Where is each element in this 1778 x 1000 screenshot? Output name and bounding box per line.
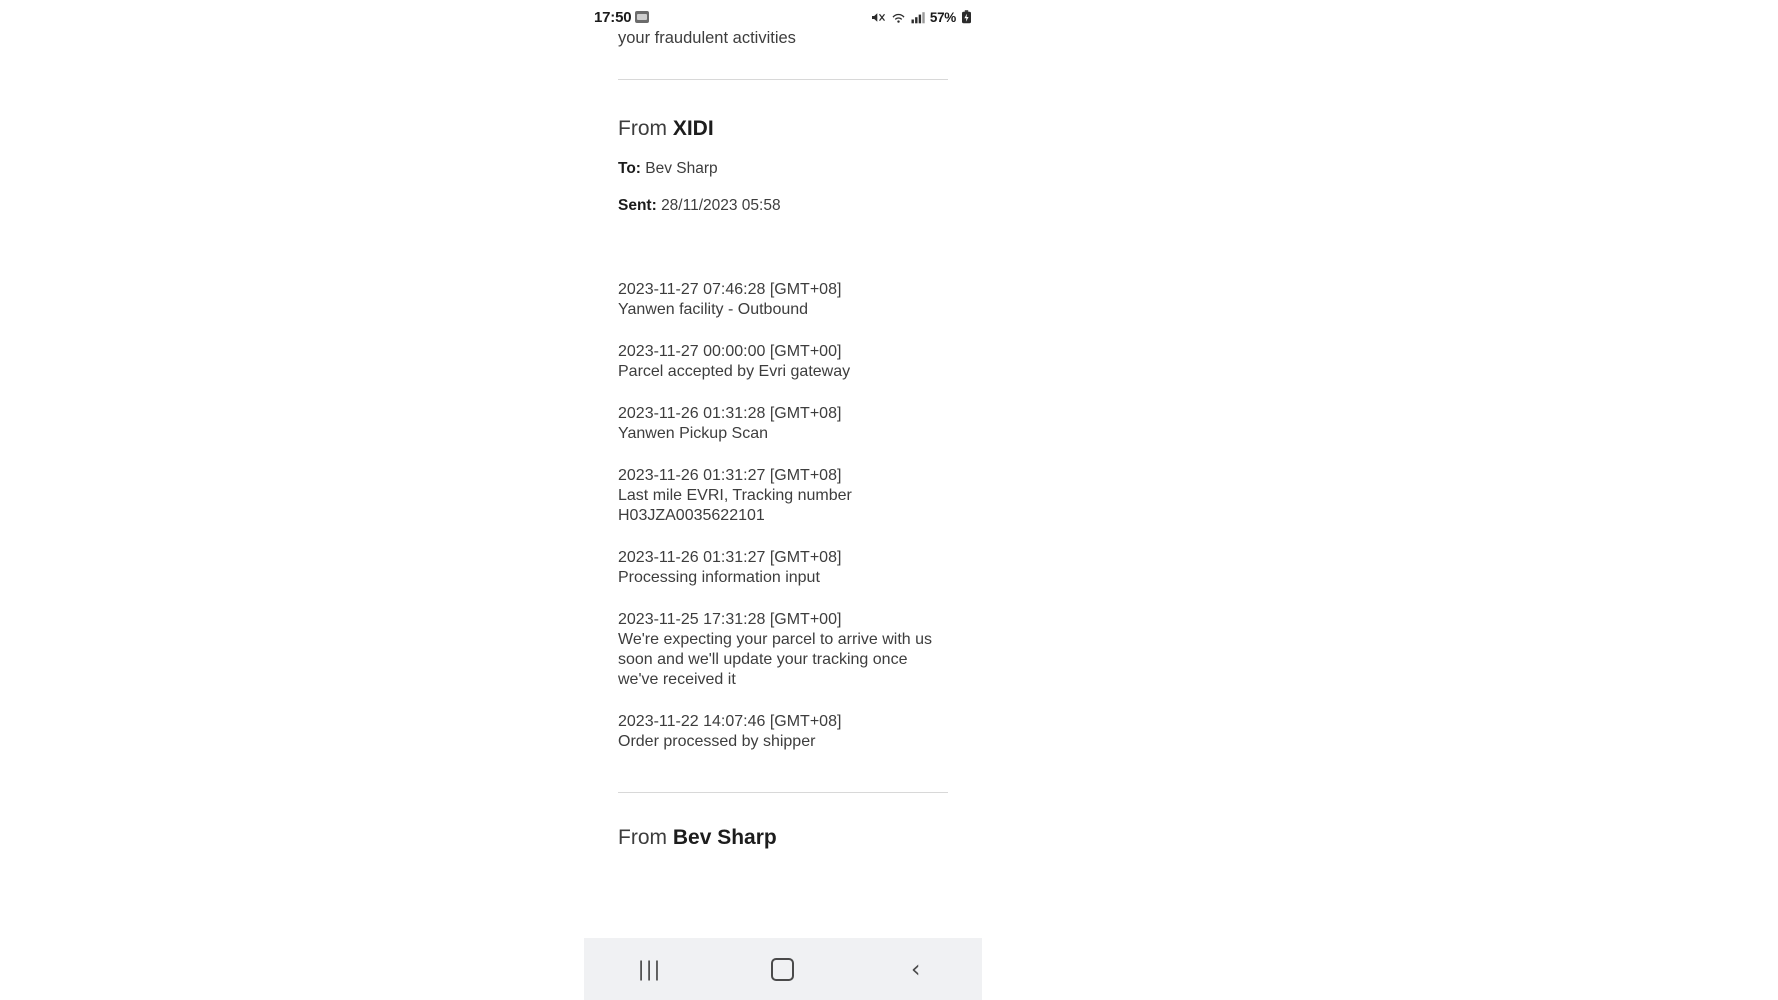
list-item (618, 466, 948, 526)
list-item (618, 280, 948, 320)
mute-icon (871, 11, 886, 24)
list-item (618, 610, 948, 690)
event-timestamp: 2023-11-26 01:31:27 [GMT+08] (618, 548, 842, 566)
tracking-event-list (618, 280, 948, 752)
home-icon[interactable] (751, 947, 815, 991)
back-chevron-icon[interactable] (884, 947, 948, 991)
message-divider-bottom (618, 792, 948, 793)
battery-charging-icon (961, 10, 972, 24)
signal-bars-icon (911, 11, 925, 24)
recents-icon[interactable] (618, 947, 682, 991)
message-from-header (618, 116, 948, 141)
to-label: To: (618, 159, 641, 177)
status-bar-right (871, 10, 972, 25)
status-clock: 17:50 (594, 8, 632, 26)
back-label: ‹ (910, 955, 921, 983)
event-timestamp: 2023-11-27 07:46:28 [GMT+08] (618, 280, 842, 298)
sent-label: Sent: (618, 196, 657, 214)
event-timestamp: 2023-11-27 00:00:00 [GMT+00] (618, 342, 842, 360)
event-timestamp: 2023-11-26 01:31:28 [GMT+08] (618, 404, 842, 422)
list-item (618, 712, 948, 752)
screenshot-thumbnail-icon[interactable] (635, 11, 649, 23)
event-description: Yanwen Pickup Scan (618, 424, 769, 442)
clipped-previous-message-text: your fraudulent activities (618, 29, 796, 47)
message-divider-top (618, 79, 948, 80)
from-sender-name: XIDI (672, 117, 714, 141)
next-from-sender-name: Bev Sharp (672, 825, 777, 849)
event-timestamp: 2023-11-26 01:31:27 [GMT+08] (618, 466, 842, 484)
event-description: Parcel accepted by Evri gateway (618, 362, 851, 380)
list-item (618, 548, 948, 588)
wifi-icon (891, 11, 906, 24)
message-to-row (618, 159, 948, 179)
event-description: Yanwen facility - Outbound (618, 300, 809, 318)
phone-viewport (584, 0, 982, 1000)
sent-value: 28/11/2023 05:58 (661, 196, 781, 214)
list-item (618, 342, 948, 382)
next-message-from-header (618, 825, 948, 850)
android-navigation-bar (584, 938, 982, 1000)
battery-percent-label: 57% (929, 9, 956, 25)
recents-label: ||| (638, 957, 663, 981)
list-item (618, 404, 948, 444)
event-timestamp: 2023-11-22 14:07:46 [GMT+08] (618, 712, 842, 730)
event-description: Last mile EVRI, Tracking number H03JZA0035622101 (618, 486, 852, 524)
email-thread-content (584, 29, 982, 850)
status-bar-left (594, 9, 649, 26)
home-square-shape (771, 958, 794, 981)
to-value: Bev Sharp (645, 159, 718, 177)
from-prefix-label: From (618, 117, 667, 141)
message-sent-row (618, 196, 948, 216)
event-description: Processing information input (618, 568, 820, 586)
next-from-prefix-label: From (618, 825, 667, 849)
event-description: We're expecting your parcel to arrive with us soon and we'll update your tracking once we've received it (618, 630, 933, 688)
event-timestamp: 2023-11-25 17:31:28 [GMT+00] (618, 610, 842, 628)
event-description: Order processed by shipper (618, 732, 816, 750)
